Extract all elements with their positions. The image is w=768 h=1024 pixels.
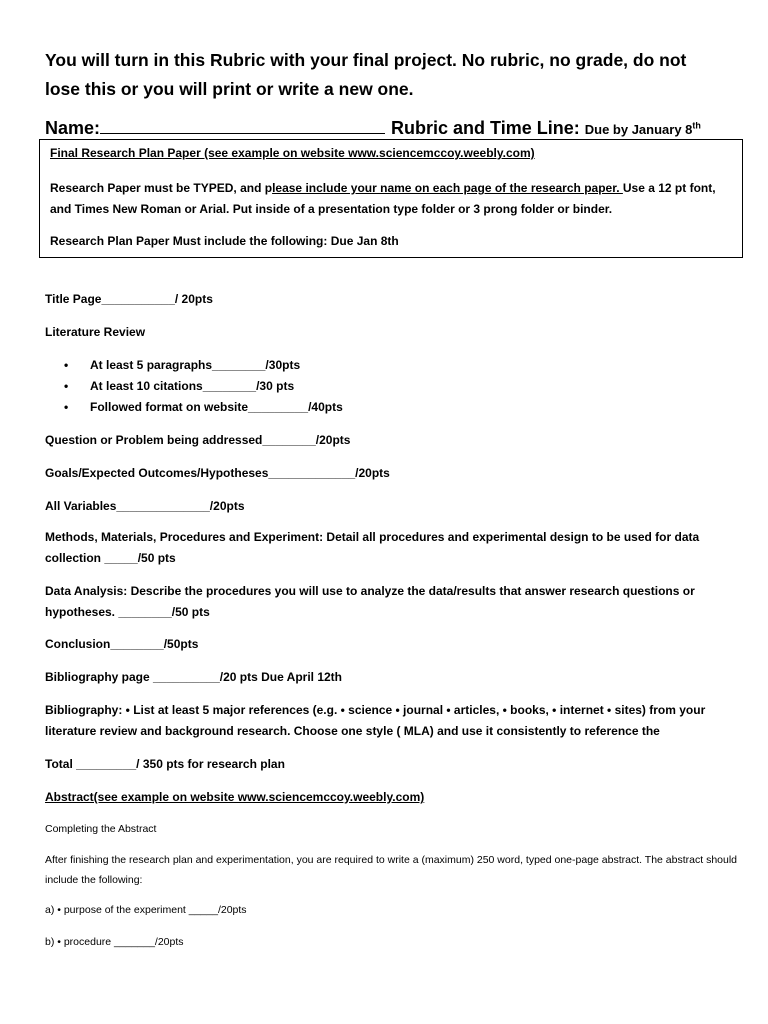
completing-abstract-heading: Completing the Abstract [45,823,157,835]
abstract-item-a: a) • purpose of the experiment _____/20pts [45,904,247,916]
bibliography-page-item: Bibliography page __________/20 pts Due April 12th [45,670,342,684]
abstract-heading: Abstract(see example on website www.sciencemccoy.weebly.com) [45,790,425,804]
data-analysis-item: Data Analysis: Describe the procedures you will use to analyze the data/results that answer research questions or hypotheses. ________/50 pts [45,584,695,619]
name-row [45,118,735,139]
box-include-line: Research Plan Paper Must include the following: Due Jan 8th [50,234,399,248]
header-line-1: You will turn in this Rubric with your final project. No rubric, no grade, do not [45,50,687,70]
list-item: • Followed format on website_________/40pts [64,400,343,414]
question-item: Question or Problem being addressed________/20pts [45,433,351,447]
methods-item: Methods, Materials, Procedures and Experiment: Detail all procedures and experimental design to be used for data collection _____/50 pts [45,530,700,565]
variables-item: All Variables______________/20pts [45,499,245,513]
name-blank-line [100,119,385,134]
abstract-instructions: After finishing the research plan and experimentation, you are required to write a (maximum) 250 word, typed one-page abstract. The abstract should include the following: [45,854,738,886]
due-date: Due by January 8th [584,120,701,137]
list-item: • At least 10 citations________/30 pts [64,379,295,393]
bibliography-item: Bibliography: • List at least 5 major references (e.g. • science • journal • articles, • books, • internet • sites) from your literature review and background research. Choose one style ( MLA) and use it consistently to reference the [45,703,706,738]
box-title: Final Research Plan Paper (see example on website www.sciencemccoy.weebly.com) [50,146,535,160]
header-line-2: lose this or you will print or write a new one. [45,79,414,99]
list-item: • At least 5 paragraphs________/30pts [64,358,301,372]
title-page-item: Title Page___________/ 20pts [45,292,213,306]
literature-review-heading: Literature Review [45,325,146,339]
instructions-header [45,46,735,104]
abstract-item-b: b) • procedure _______/20pts [45,936,184,948]
conclusion-item: Conclusion________/50pts [45,637,199,651]
name-label: Name: [45,118,101,138]
total-item: Total _________/ 350 pts for research plan [45,757,285,771]
goals-item: Goals/Expected Outcomes/Hypotheses_____________/20pts [45,466,390,480]
box-requirements: Research Paper must be TYPED, and please include your name on each page of the research paper. Use a 12 pt font, and Times New Roman or Arial. Put inside of a presentation type folder or 3 prong folder or binder. [50,181,716,216]
research-plan-box [39,139,743,258]
rubric-label: Rubric and Time Line: [391,118,580,138]
